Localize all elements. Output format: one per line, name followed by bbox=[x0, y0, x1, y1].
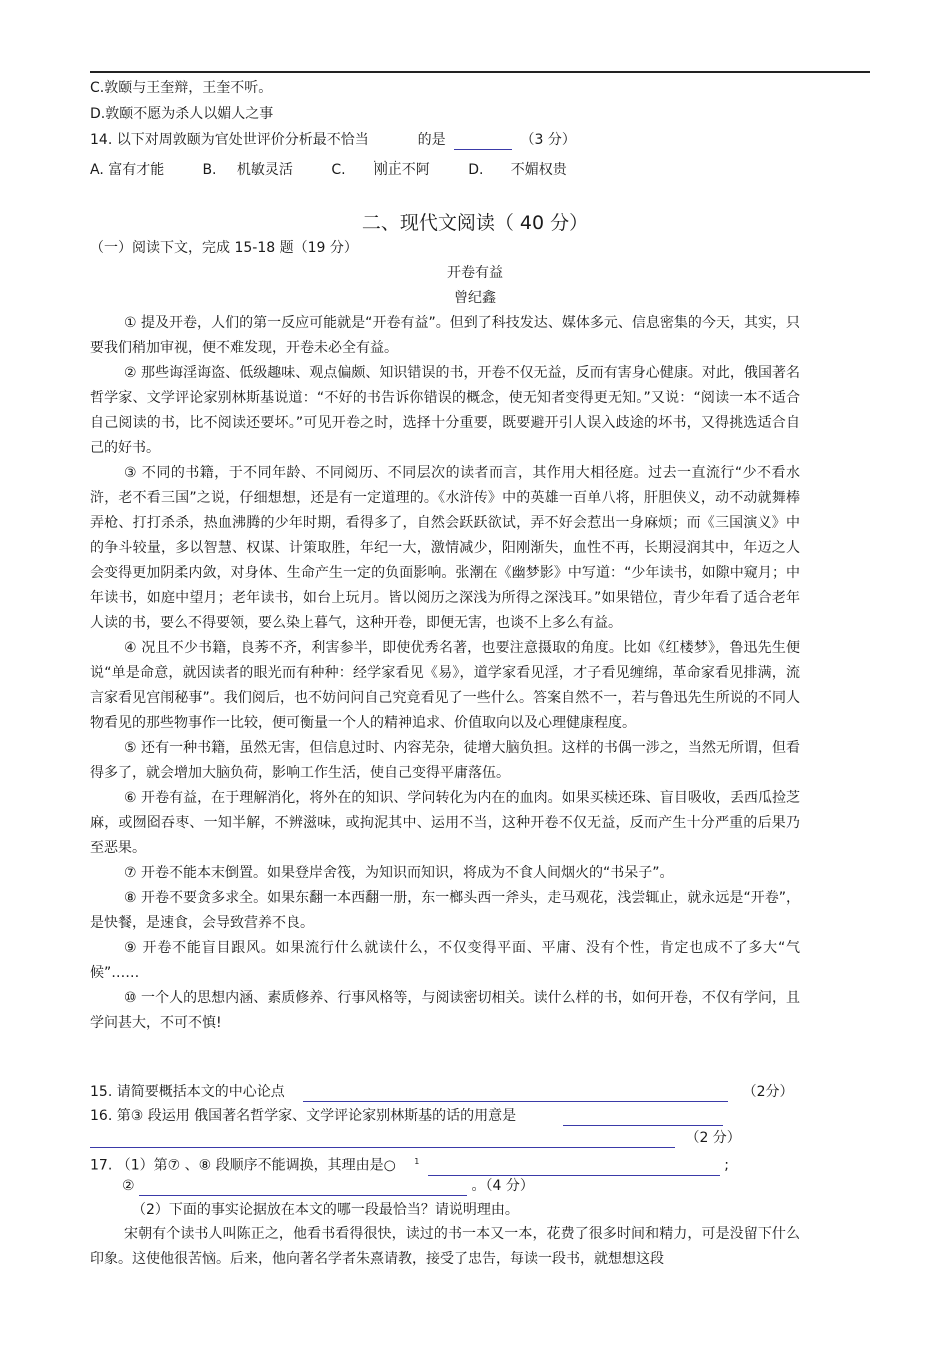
q17-1-end: ; bbox=[724, 1157, 730, 1174]
q14-option-a: A. 富有才能 bbox=[90, 162, 165, 178]
option-d: D.敦颐不愿为杀人以媚人之事 bbox=[90, 106, 274, 122]
paragraph-8: ⑧ 开卷不要贪多求全。如果东翻一本西翻一册，东一榔头西一斧头，走马观花，浅尝辄止，就永远是“开卷”，是快餐，是速食，会导致营养不良。 bbox=[90, 890, 800, 931]
q17-2-answer-blank[interactable] bbox=[139, 1179, 467, 1196]
option-c: C.敦颐与王奎辩，王奎不听。 bbox=[90, 80, 273, 96]
article-title: 开卷有益 bbox=[447, 265, 503, 281]
paragraph-3: ③ 不同的书籍，于不同年龄、不同阅历、不同层次的读者而言，其作用大相径庭。过去一直流行“少不看水浒，老不看三国”之说，仔细想想，还是有一定道理的。《水浒传》中的英雄一百单八将，肝胆侠义，动不动就舞棒弄枪、打打杀杀，热血沸腾的少年时期，看得多了，自然会跃跃欲试，弄不好会惹出一身麻烦；而《三国演义》中的争斗较量，多以智慧、权谋、计策取胜，年纪一大，激情减少，阳刚渐失，血性不再，长期浸润其中，年迈之人会变得更加阴柔内敛，对身体、生命产生一定的负面影响。张潮在《幽梦影》中写道：“少年读书，如隙中窥月；中年读书，如庭中望月；老年读书，如台上玩月。皆以阅历之深浅为所得之深浅耳。”如果错位，青少年看了适合老年人读的书，要么不得要领，要么染上暮气，这种开卷，即便无害，也谈不上多么有益。 bbox=[90, 465, 800, 631]
question-16-line2 bbox=[90, 1128, 741, 1148]
q15-score: （2分） bbox=[742, 1084, 794, 1100]
question-17-part2: （2）下面的事实论据放在本文的哪一段最恰当？请说明理由。 bbox=[132, 1202, 519, 1218]
article-author: 曾纪鑫 bbox=[454, 290, 496, 306]
paragraph-10: ⑩ 一个人的思想内涵、素质修养、行事风格等，与阅读密切相关。读什么样的书，如何开卷，不仅有学问，且学问甚大，不可不慎! bbox=[90, 990, 800, 1031]
question-15 bbox=[90, 1082, 794, 1102]
q17-1-answer-blank[interactable] bbox=[428, 1159, 720, 1176]
q14-answer-blank[interactable] bbox=[454, 133, 512, 150]
q16-score: （2 分） bbox=[685, 1130, 741, 1146]
q15-text: 15. 请简要概括本文的中心论点 bbox=[90, 1084, 285, 1100]
article-body bbox=[90, 311, 800, 1036]
q16-answer-blank-1[interactable] bbox=[563, 1109, 723, 1126]
question-16 bbox=[90, 1106, 723, 1126]
top-rule bbox=[90, 71, 870, 73]
q17-2-prefix: ② bbox=[122, 1178, 135, 1194]
question-14 bbox=[90, 130, 576, 150]
q14-option-b-text: 机敏灵活 bbox=[236, 162, 293, 178]
paragraph-2: ② 那些诲淫诲盗、低级趣味、观点偏颇、知识错误的书，开卷不仅无益，反而有害身心健康。对此，俄国著名哲学家、文学评论家别林斯基说道：“不好的书告诉你错误的概念，使无知者变得更无知。”又说：“阅读一本不适合自己阅读的书，比不阅读还要坏。”可见开卷之时，选择十分重要，既要避开引人误入歧途的坏书，又得挑选适合自己的好书。 bbox=[90, 365, 800, 456]
q14-prefix: 14. 以下对周敦颐为官处世评价分析最不恰当 bbox=[90, 132, 369, 148]
q14-options bbox=[90, 160, 567, 180]
paragraph-6: ⑥ 开卷有益，在于理解消化，将外在的知识、学问转化为内在的血肉。如果买椟还珠、盲目吸收，丢西瓜捡芝麻，或囫囵吞枣、一知半解，不辨滋味，或拘泥其中、运用不当，这种开卷不仅无益，反而产生十分严重的后果乃至恶果。 bbox=[90, 790, 800, 856]
q14-option-b-letter: B. bbox=[202, 162, 217, 178]
q14-option-c-letter: C. bbox=[331, 162, 346, 178]
story-paragraph bbox=[90, 1222, 800, 1272]
section-subtitle: （一）阅读下文，完成 15-18 题（19 分） bbox=[90, 240, 358, 256]
q14-option-d-text: 不媚权贵 bbox=[510, 162, 567, 178]
paragraph-4: ④ 况且不少书籍，良莠不齐，利害参半，即使优秀名著，也要注意摄取的角度。比如《红楼梦》，鲁迅先生便说“单是命意，就因读者的眼光而有种种：经学家看见《易》，道学家看见淫，才子看见缠绵，革命家看见排满，流言家看见宫闱秘事”。我们阅后，也不妨问问自己究竟看见了一些什么。答案自然不一，若与鲁迅先生所说的不同人物看见的那些物事作一比较，便可衡量一个人的精神追求、价值取向以及心理健康程度。 bbox=[90, 640, 800, 731]
question-17-1 bbox=[90, 1152, 729, 1176]
q14-mid: 的是 bbox=[417, 132, 446, 148]
q14-score: （3 分） bbox=[520, 132, 576, 148]
q14-option-c-text: 刚正不阿 bbox=[373, 162, 430, 178]
paragraph-1: ① 提及开卷，人们的第一反应可能就是“开卷有益”。但到了科技发达、媒体多元、信息密集的今天，其实，只要我们稍加审视，便不难发现，开卷未必全有益。 bbox=[90, 315, 800, 356]
question-17-2 bbox=[122, 1176, 534, 1196]
paragraph-9: ⑨ 开卷不能盲目跟风。如果流行什么就读什么，不仅变得平面、平庸、没有个性，肯定也成不了多大“气候”…… bbox=[90, 940, 800, 981]
paragraph-7: ⑦ 开卷不能本末倒置。如果登岸舍筏，为知识而知识，将成为不食人间烟火的“书呆子”。 bbox=[124, 865, 674, 881]
q14-option-d-letter: D. bbox=[468, 162, 484, 178]
q17-1-mark: 1 bbox=[414, 1157, 420, 1166]
q17-1-text: 17. （1）第⑦ 、⑧ 段顺序不能调换，其理由是○ bbox=[90, 1157, 396, 1174]
paragraph-5: ⑤ 还有一种书籍，虽然无害，但信息过时、内容芜杂，徒增大脑负担。这样的书偶一涉之，当然无所谓，但看得多了，就会增加大脑负荷，影响工作生活，使自己变得平庸落伍。 bbox=[90, 740, 800, 781]
story-text: 宋朝有个读书人叫陈正之，他看书看得很快，读过的书一本又一本，花费了很多时间和精力，可是没留下什么印象。这使他很苦恼。后来，他向著名学者朱熹请教，接受了忠告，每读一段书，就想想这段 bbox=[90, 1226, 800, 1267]
section-title: 二、现代文阅读（ 40 分） bbox=[361, 212, 589, 234]
q16-text: 16. 第③ 段运用 俄国著名哲学家、文学评论家别林斯基的话的用意是 bbox=[90, 1108, 517, 1124]
q17-2-end: 。（4 分） bbox=[471, 1178, 534, 1194]
q16-answer-blank-2[interactable] bbox=[90, 1131, 675, 1148]
q15-answer-blank[interactable] bbox=[303, 1085, 728, 1102]
